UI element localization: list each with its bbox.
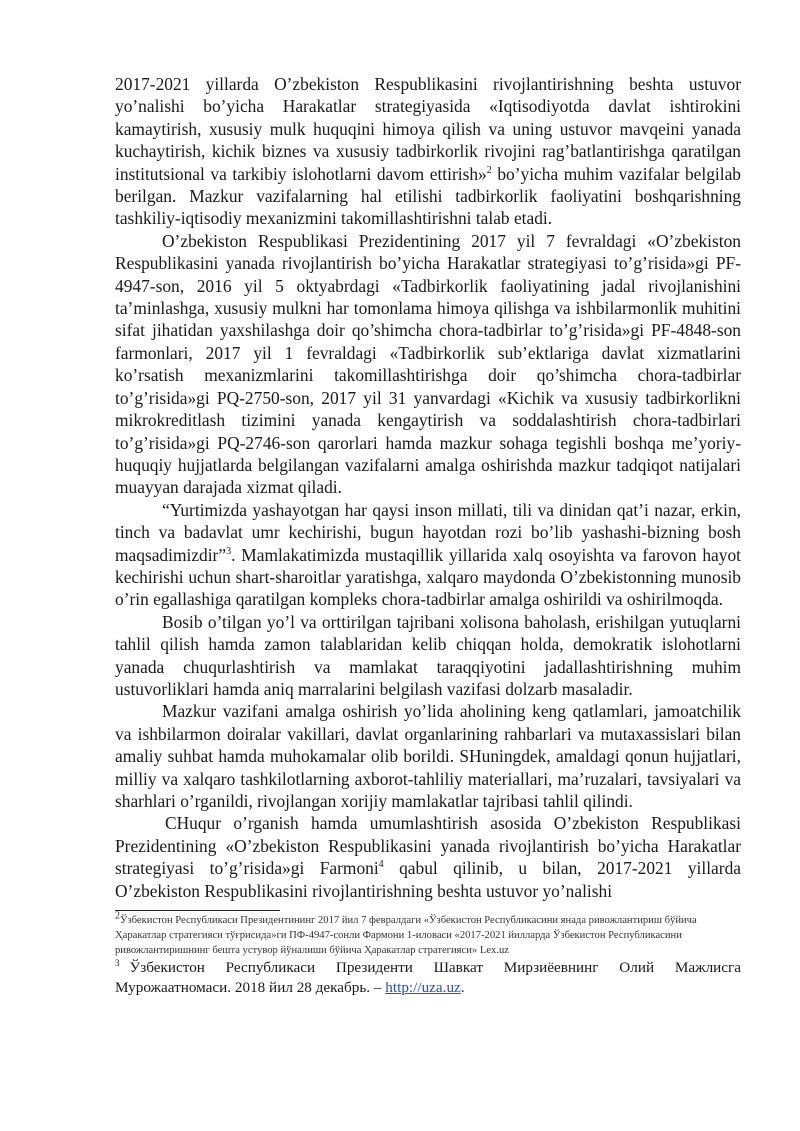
footnote-text: Ўзбекистон Республикаси Президентининг 2017 йил 7 февралдаги «Ўзбекистон Республикасини янада ривожлантириш бўйича Ҳаракатлар стратегияси тўғрисида»ги ПФ-4947-сонли Фармони 1-иловаси «2017-2021 йилларда Ўзбекистон Республикасини ривожлантиришнинг бешта устувор йўналиши бўйича Ҳаракатлар стратегияси» Lex.uz [115,915,697,957]
paragraph-text: CHuqur o’rganish hamda umumlashtirish asosida O’zbekiston Respublikasi Prezidentining «O’zbekiston Respublikasini yanada rivojlantirish bo’yicha Harakatlar strategiyasi to’g’risida»gi Farmoni [115,813,741,879]
footnote-link[interactable]: http://uza.uz [385,979,461,997]
document-page [115,73,741,998]
footnote-2 [115,910,741,958]
paragraph-text-cont: bo’yicha muhim vazifalar belgilab berilgan. Mazkur vazifalarning hal etilishi tadbirkorlik faoliyatini boshqarishning tashkiliy-iqtisodiy mexanizmini takomillashtirishni talab etadi. [115,163,741,229]
footnote-text-end: . [460,979,465,997]
footnote-ref[interactable]: 4 [378,859,384,871]
paragraph-decrees [115,230,741,499]
footnote-marker: 3 [115,957,120,968]
paragraph-text: O’zbekiston Respublikasi Prezidentining 2017 yil 7 fevraldagi «O’zbekiston Respublikasini yanada rivojlantirish bo’yicha Harakatlar strategiyasi to’g’risida»gi PF-4947-son, 2016 yil 5 oktyabrdagi «Tadbirkorlik faoliyatining jadal rivojlanishini ta’minlashga, xususiy mulkni har tomonlama himoya qilishga va ishbilarmonlik muhitini sifat jihatidan yaxshilashga doir qo’shimcha chora-tadbirlar to’g’risida»gi PF-4848-son farmonlari, 2017 yil 1 fevraldagi «Tadbirkorlik sub’ektlariga davlat xizmatlarini ko’rsatish mexanizmlarini takomillashtirishga doir qo’shimcha chora-tadbirlar to’g’risida»gi PQ-2750-son, 2017 yil 31 yanvardagi «Kichik va xususiy tadbirkorlikni mikrokreditlash tizimini yanada kengaytirish va soddalashtirish chora-tadbirlari to’g’risida»gi PQ-2746-son qarorlari hamda mazkur sohaga tegishli boshqa me’yoriy-huquqiy hujjatlarda belgilangan vazifalarni amalga oshirishda mazkur tadqiqot natijalari muayyan darajada xizmat qiladi. [115,230,741,498]
footnote-text: Ўзбекистон Республикаси Президенти Шавкат Мирзиёевнинг Олий Мажлисга Мурожаатномаси. 2018 йил 28 декабрь. – [115,959,741,997]
paragraph-strategy [115,73,741,230]
footnote-separator [115,910,280,911]
paragraph-quote [115,499,741,611]
footnote-ref[interactable]: 3 [226,545,232,557]
paragraph-discussions [115,700,741,812]
footnote-marker: 2 [115,910,120,922]
paragraph-decree-adoption [115,812,741,902]
footnote-ref[interactable]: 2 [486,164,492,176]
paragraph-text: Mazkur vazifani amalga oshirish yo’lida aholining keng qatlamlari, jamoatchilik va ishbilarmon doiralar vakillari, davlat organlarining rahbarlari va mutaxassislari bilan amaliy suhbat hamda muhokamalar olib borildi. SHuningdek, amaldagi qonun hujjatlari, milliy va xalqaro tashkilotlarning axborot-tahliliy materiallari, ma’ruzalari, tavsiyalari va sharhlari o’rganildi, rivojlangan xorijiy mamlakatlar tajribasi tahlil qilindi. [115,701,741,811]
paragraph-evaluation [115,611,741,701]
paragraph-text-cont: qabul qilinib, u bilan, 2017-2021 yillarda O’zbekiston Respublikasini rivojlantirishning beshta ustuvor yo’nalishi [115,858,741,901]
paragraph-text: 2017-2021 yillarda O’zbekiston Respublikasini rivojlantirishning beshta ustuvor yo’nalishi bo’yicha Harakatlar strategiyasida «Iqtisodiyotda davlat ishtirokini kamaytirish, xususiy mulk huquqini himoya qilish va uning ustuvor mavqeini yanada kuchaytirish, kichik biznes va xususiy tadbirkorlik rivojini rag’batlantirishga qaratilgan institutsional va tarkibiy islohotlarni davom ettirish» [115,74,741,184]
footnote-3 [115,958,741,998]
paragraph-text: “Yurtimizda yashayotgan har qaysi inson millati, tili va dinidan qat’i nazar, erkin, tinch va badavlat umr kechirishi, bugun hayotdan rozi bo’lib yashashi-bizning bosh maqsadimizdir” [115,499,741,565]
paragraph-text: Bosib o’tilgan yo’l va orttirilgan tajribani xolisona baholash, erishilgan yutuqlarni tahlil qilish hamda zamon talablaridan kelib chiqqan holda, demokratik islohotlarni yanada chuqurlashtirish va mamlakat taraqqiyotini jadallashtirishning muhim ustuvorliklari hamda aniq marralarini belgilash vazifasi dolzarb masaladir. [115,611,741,699]
paragraph-text-cont: . Mamlakatimizda mustaqillik yillarida xalq osoyishta va farovon hayot kechirishi uchun shart-sharoitlar yaratishga, xalqaro maydonda O’zbekistonning munosib o’rin egallashiga qaratilgan kompleks chora-tadbirlar amalga oshirildi va oshirilmoqda. [115,544,741,610]
